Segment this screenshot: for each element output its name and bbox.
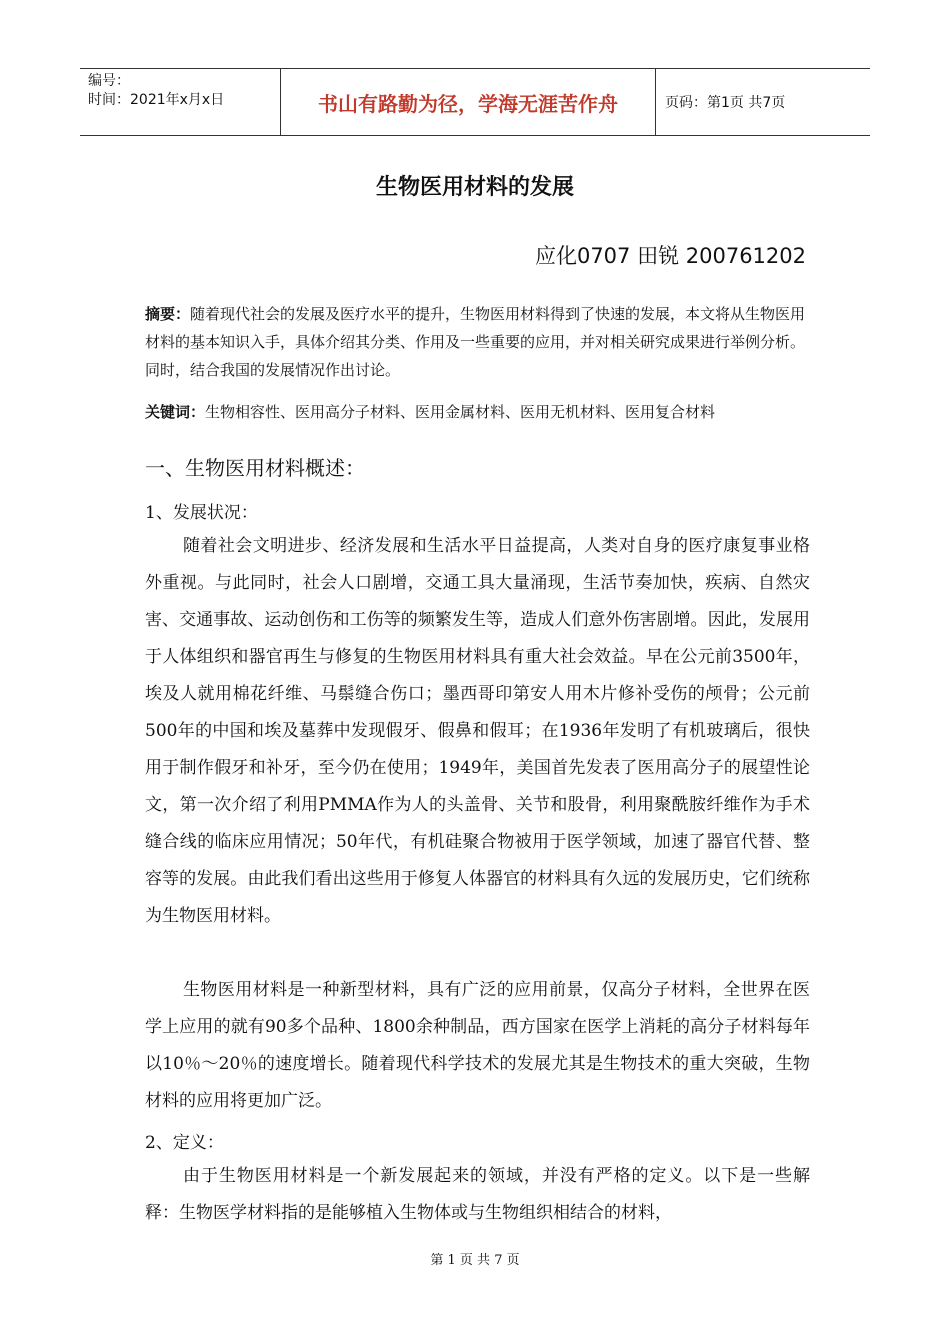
abstract-text: 随着现代社会的发展及医疗水平的提升，生物医用材料得到了快速的发展，本文将从生物医用材料的基本知识入手，具体介绍其分类、作用及一些重要的应用，并对相关研究成果进行举例分析。同时，结合我国的发展情况作出讨论。	[145, 305, 806, 379]
header-page-code: 页码：第1页 共7页	[665, 95, 786, 111]
subheading-development: 1、发展状况：	[145, 503, 258, 523]
section-heading: 一、生物医用材料概述：	[145, 456, 365, 480]
keywords-text: 生物相容性、医用高分子材料、医用金属材料、医用无机材料、医用复合材料	[205, 403, 716, 421]
time-label: 时间：2021年x月x日	[88, 92, 225, 108]
paragraph-definition: 由于生物医用材料是一个新发展起来的领域，并没有严格的定义。以下是一些解释：生物医学材料指的是能够植入生物体或与生物组织相结合的材料，	[145, 1166, 810, 1223]
document-title: 生物医用材料的发展	[375, 175, 574, 200]
number-label: 编号：	[88, 73, 130, 89]
author-line: 应化0707 田锐 200761202	[534, 244, 806, 268]
paragraph-development-1: 随着社会文明进步、经济发展和生活水平日益提高，人类对自身的医疗康复事业格外重视。与此同时，社会人口剧增，交通工具大量涌现，生活节奏加快，疾病、自然灾害、交通事故、运动创伤和工伤等的频繁发生等，造成人们意外伤害剧增。因此，发展用于人体组织和器官再生与修复的生物医用材料具有重大社会效益。早在公元前3500年，埃及人就用棉花纤维、马鬃缝合伤口；墨西哥印第安人用木片修补受伤的颅骨；公元前500年的中国和埃及墓葬中发现假牙、假鼻和假耳；在1936年发明了有机玻璃后，很快用于制作假牙和补牙，至今仍在使用；1949年，美国首先发表了医用高分子的展望性论文，第一次介绍了利用PMMA作为人的头盖骨、关节和股骨，利用聚酰胺纤维作为手术缝合线的临床应用情况；50年代，有机硅聚合物被用于医学领域，加速了器官代替、整容等的发展。由此我们看出这些用于修复人体器官的材料具有久远的发展历史，它们统称为生物医用材料。	[145, 536, 810, 926]
header-info-cell	[80, 69, 281, 135]
keywords-label: 关键词：	[145, 403, 206, 421]
subheading-definition: 2、定义：	[145, 1133, 224, 1153]
abstract-block	[145, 300, 810, 384]
paragraph-development-2: 生物医用材料是一种新型材料，具有广泛的应用前景，仅高分子材料，全世界在医学上应用的就有90多个品种、1800余种制品，西方国家在医学上消耗的高分子材料每年以10％～20％的速度增长。随着现代科学技术的发展尤其是生物技术的重大突破，生物材料的应用将更加广泛。	[145, 980, 810, 1111]
abstract-label: 摘要：	[145, 305, 191, 323]
page-footer: 第 1 页 共 7 页	[430, 1253, 520, 1268]
keywords-block	[145, 398, 810, 426]
header-motto: 书山有路勤为径，学海无涯苦作舟	[281, 69, 656, 135]
page-header	[80, 68, 870, 136]
